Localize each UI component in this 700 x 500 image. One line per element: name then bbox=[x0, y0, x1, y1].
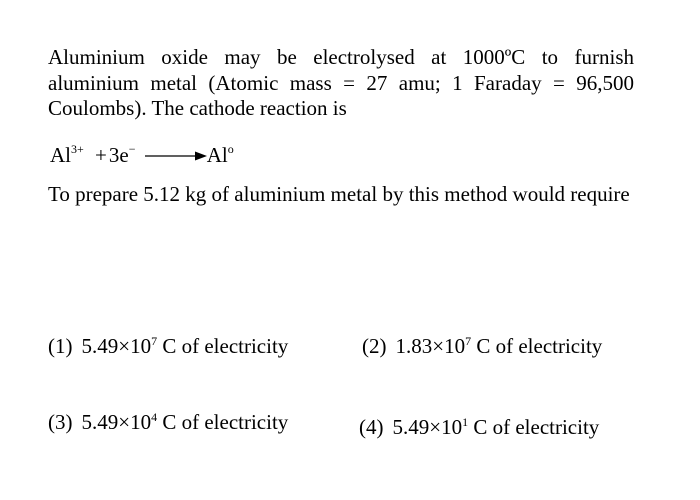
reactant-symbol: Al bbox=[50, 143, 71, 167]
option-mantissa: 1.83×10 bbox=[395, 334, 466, 358]
plus-sign: + bbox=[95, 143, 107, 167]
answer-option-2[interactable] bbox=[362, 333, 602, 359]
cathode-reaction-equation bbox=[50, 142, 234, 168]
option-exponent: 7 bbox=[151, 334, 158, 348]
answer-option-1[interactable] bbox=[48, 333, 288, 359]
option-number: (2) bbox=[362, 334, 387, 358]
product-state: o bbox=[227, 142, 234, 156]
option-unit: C of electricity bbox=[473, 415, 600, 439]
option-exponent: 7 bbox=[465, 334, 472, 348]
answer-option-4[interactable] bbox=[359, 414, 599, 440]
option-mantissa: 5.49×10 bbox=[392, 415, 463, 439]
right-arrow-icon bbox=[145, 150, 207, 162]
question-text: Aluminium oxide may be electrolysed at 1000ºC to furnish aluminium metal (Atomic mass = 27 amu; 1 Faraday = 96,500 Coulombs). The cathode reaction is bbox=[48, 45, 634, 120]
electrons: 3e bbox=[108, 143, 129, 167]
option-number: (4) bbox=[359, 415, 384, 439]
answer-option-3[interactable] bbox=[48, 409, 288, 435]
option-unit: C of electricity bbox=[162, 334, 289, 358]
product-symbol: Al bbox=[206, 143, 228, 167]
question-prompt: To prepare 5.12 kg of aluminium metal by this method would require bbox=[48, 182, 630, 206]
option-unit: C of electricity bbox=[162, 410, 289, 434]
electron-charge: − bbox=[128, 142, 136, 156]
option-number: (1) bbox=[48, 334, 73, 358]
reactant-charge: 3+ bbox=[71, 142, 84, 156]
option-exponent: 1 bbox=[462, 415, 469, 429]
option-unit: C of electricity bbox=[476, 334, 603, 358]
option-mantissa: 5.49×10 bbox=[81, 410, 152, 434]
option-number: (3) bbox=[48, 410, 73, 434]
option-mantissa: 5.49×10 bbox=[81, 334, 152, 358]
option-exponent: 4 bbox=[151, 410, 158, 424]
